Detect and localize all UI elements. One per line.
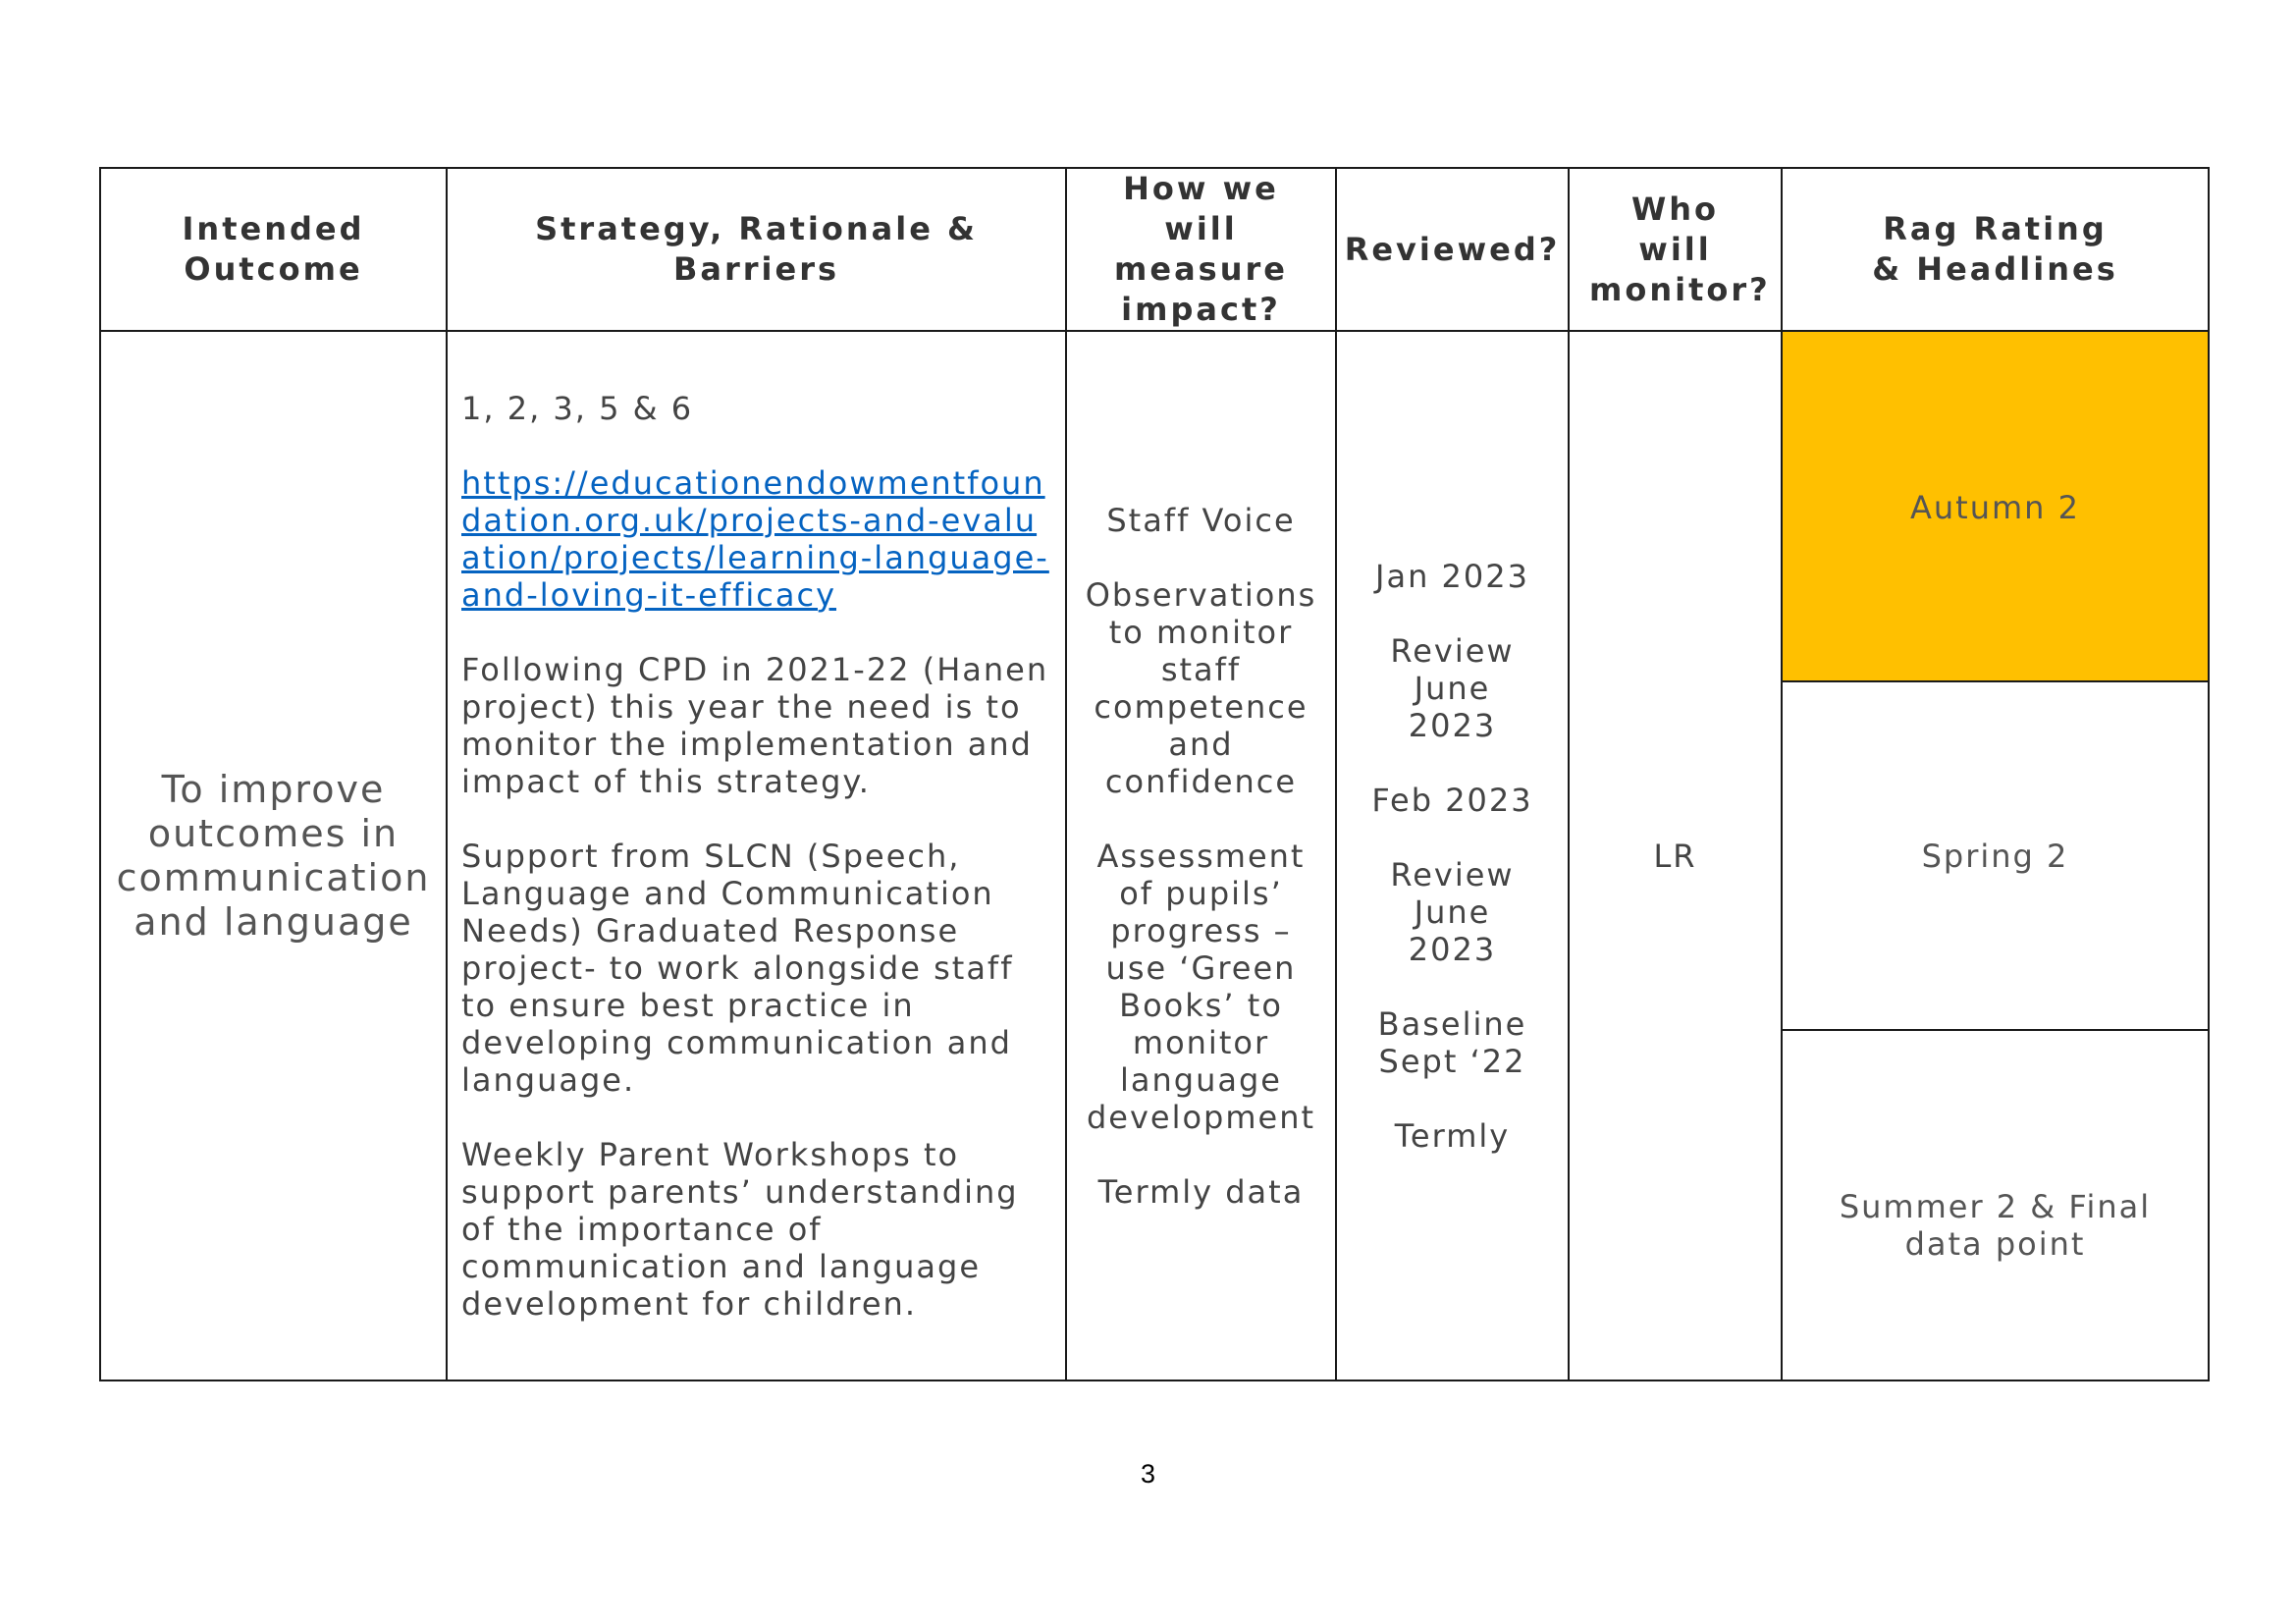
table-row xyxy=(100,331,2209,1380)
outcome-text: To improve outcomes in communication and language xyxy=(116,767,431,944)
page-number: 3 xyxy=(1140,1459,1156,1489)
strategy-paragraph: Support from SLCN (Speech, Language and Communication Needs) Graduated Response project- to work alongside staff to ensure best practice in developing communication and language. xyxy=(461,837,1014,1099)
measure-item: Observations to monitor staff competence and confidence xyxy=(1085,575,1317,800)
measure-item: Assessment of pupils’ progress – use ‘Green Books’ to monitor language development xyxy=(1086,837,1316,1136)
rag-cell xyxy=(1782,331,2209,1380)
header-strategy: Strategy, Rationale & Barriers xyxy=(447,168,1066,331)
rag-summer: Summer 2 & Final data point xyxy=(1783,1029,2208,1378)
header-measure-impact: How we will measure impact? xyxy=(1066,168,1336,331)
reviewed-cell xyxy=(1336,331,1569,1380)
reviewed-item: Feb 2023 xyxy=(1371,781,1533,819)
measure-cell xyxy=(1066,331,1336,1380)
measure-item: Termly data xyxy=(1097,1172,1305,1211)
monitor-text: LR xyxy=(1653,837,1697,875)
monitor-cell xyxy=(1569,331,1782,1380)
strategy-paragraph: Weekly Parent Workshops to support parents’ understanding of the importance of communication and language development for children. xyxy=(461,1135,1019,1323)
strategy-cell xyxy=(447,331,1066,1380)
rag-stack xyxy=(1783,332,2208,1380)
reviewed-item: Baseline Sept ‘22 xyxy=(1377,1004,1527,1080)
reviewed-item: Review June 2023 xyxy=(1390,855,1515,968)
action-plan-table xyxy=(99,167,2210,1381)
header-row xyxy=(100,168,2209,331)
measure-item: Staff Voice xyxy=(1106,501,1296,539)
rag-spring: Spring 2 xyxy=(1783,680,2208,1029)
reviewed-item: Termly xyxy=(1394,1116,1511,1155)
strategy-refs: 1, 2, 3, 5 & 6 xyxy=(461,389,694,427)
rag-autumn: Autumn 2 xyxy=(1783,332,2208,680)
outcome-cell xyxy=(100,331,447,1380)
reviewed-item: Jan 2023 xyxy=(1375,557,1529,595)
header-rag-rating: Rag Rating & Headlines xyxy=(1782,168,2209,331)
header-who-monitors: Who will monitor? xyxy=(1569,168,1782,331)
strategy-link[interactable]: https://educationendowmentfoundation.org.uk/projects-and-evaluation/projects/learning-language-and-loving-it-efficacy xyxy=(461,463,1049,614)
header-intended-outcome: Intended Outcome xyxy=(100,168,447,331)
header-reviewed: Reviewed? xyxy=(1336,168,1569,331)
strategy-paragraph: Following CPD in 2021-22 (Hanen project) this year the need is to monitor the implementation and impact of this strategy. xyxy=(461,650,1049,800)
reviewed-item: Review June 2023 xyxy=(1390,631,1515,744)
